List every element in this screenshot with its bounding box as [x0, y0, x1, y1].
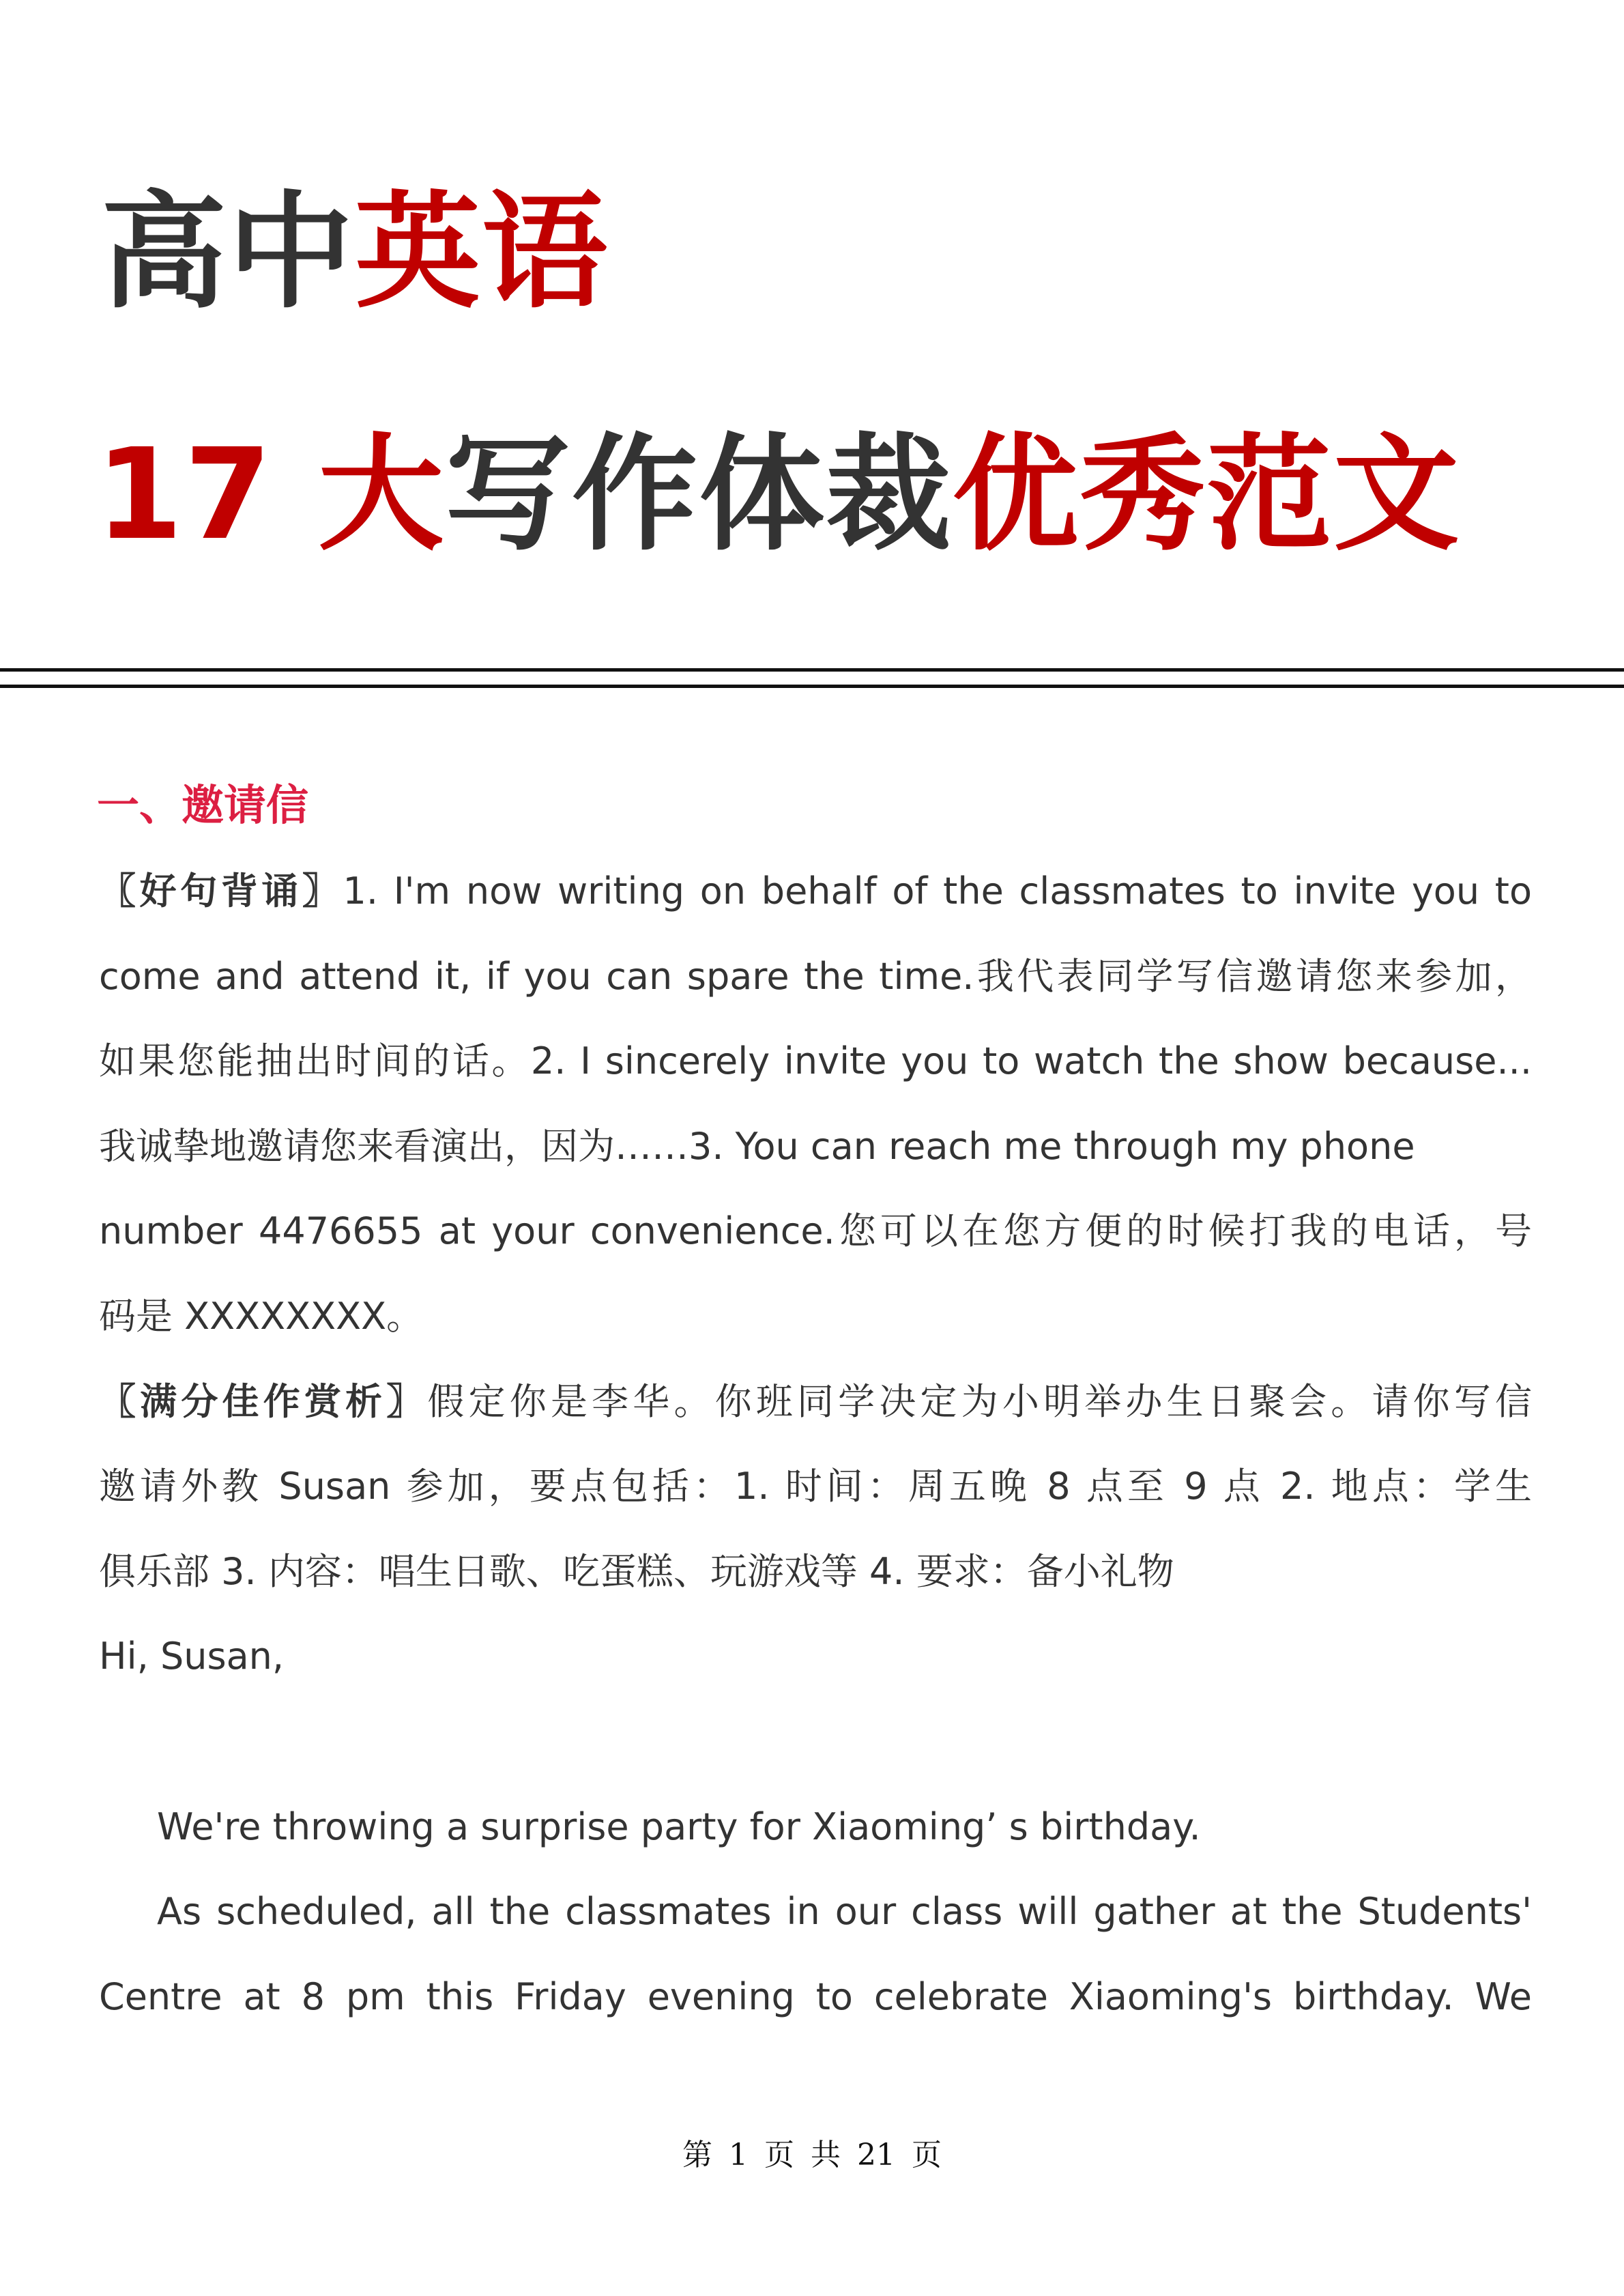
body-line: 码是 XXXXXXXX。 [99, 1294, 424, 1338]
document-title-line-1 [101, 180, 609, 326]
total-page-count: 21 [857, 2138, 895, 2172]
page-footer [0, 2135, 1624, 2176]
body-line: number 4476655 at your convenience.您可以在您方便的时候打我的电话，号 [99, 1209, 1532, 1253]
title-divider-top [0, 668, 1624, 672]
good-sentences-label: 〖好句背诵〗 [99, 870, 343, 913]
title-divider-bottom [0, 685, 1624, 688]
title-part-17-major: 17 大 [96, 422, 446, 568]
document-body [99, 861, 1532, 2052]
letter-paragraph-line: Centre at 8 pm this Friday evening to celebrate Xiaoming's birthday. We [99, 1975, 1532, 2018]
footer-suffix: 页 [912, 2138, 942, 2172]
body-line: 邀请外教 Susan 参加，要点包括：1. 时间：周五晚 8 点至 9 点 2. 地点：学生 [99, 1465, 1532, 1508]
current-page-number: 1 [729, 2138, 748, 2172]
body-line [99, 1372, 1532, 1457]
document-title-line-2 [96, 422, 1461, 568]
body-line: come and attend it, if you can spare the time.我代表同学写信邀请您来参加， [99, 954, 1532, 998]
blank-line [99, 1712, 1532, 1797]
good-sentence-text: 1. I'm now writing on behalf of the classmates to invite you to [343, 870, 1533, 913]
model-essay-prompt-text: 假定你是李华。你班同学决定为小明举办生日聚会。请你写信 [427, 1379, 1533, 1423]
section-heading-invitation-letter: 一、邀请信 [97, 780, 309, 830]
body-line: 我诚挚地邀请您来看演出，因为……3. You can reach me through my phone [99, 1124, 1415, 1168]
letter-paragraph-line: As scheduled, all the classmates in our class will gather at the Students' [157, 1890, 1532, 1934]
title-part-english: 英语 [355, 180, 609, 326]
title-part-high-school: 高中 [101, 180, 356, 326]
footer-page-word: 页 [764, 2138, 794, 2172]
title-part-writing-genres: 写作体裁 [445, 422, 953, 568]
title-part-excellent-samples: 优秀范文 [953, 422, 1461, 568]
body-line [99, 861, 1532, 947]
model-essay-label: 〖满分佳作赏析〗 [99, 1379, 428, 1423]
letter-paragraph-line: We're throwing a surprise party for Xiaoming’ s birthday. [157, 1805, 1201, 1848]
body-line: 俱乐部 3. 内容：唱生日歌、吃蛋糕、玩游戏等 4. 要求：备小礼物 [99, 1549, 1174, 1593]
footer-prefix: 第 [682, 2138, 712, 2172]
letter-greeting: Hi, Susan, [99, 1635, 285, 1678]
body-line: 如果您能抽出时间的话。2. I sincerely invite you to watch the show because... [99, 1039, 1532, 1083]
footer-total-word: 共 [811, 2138, 841, 2172]
